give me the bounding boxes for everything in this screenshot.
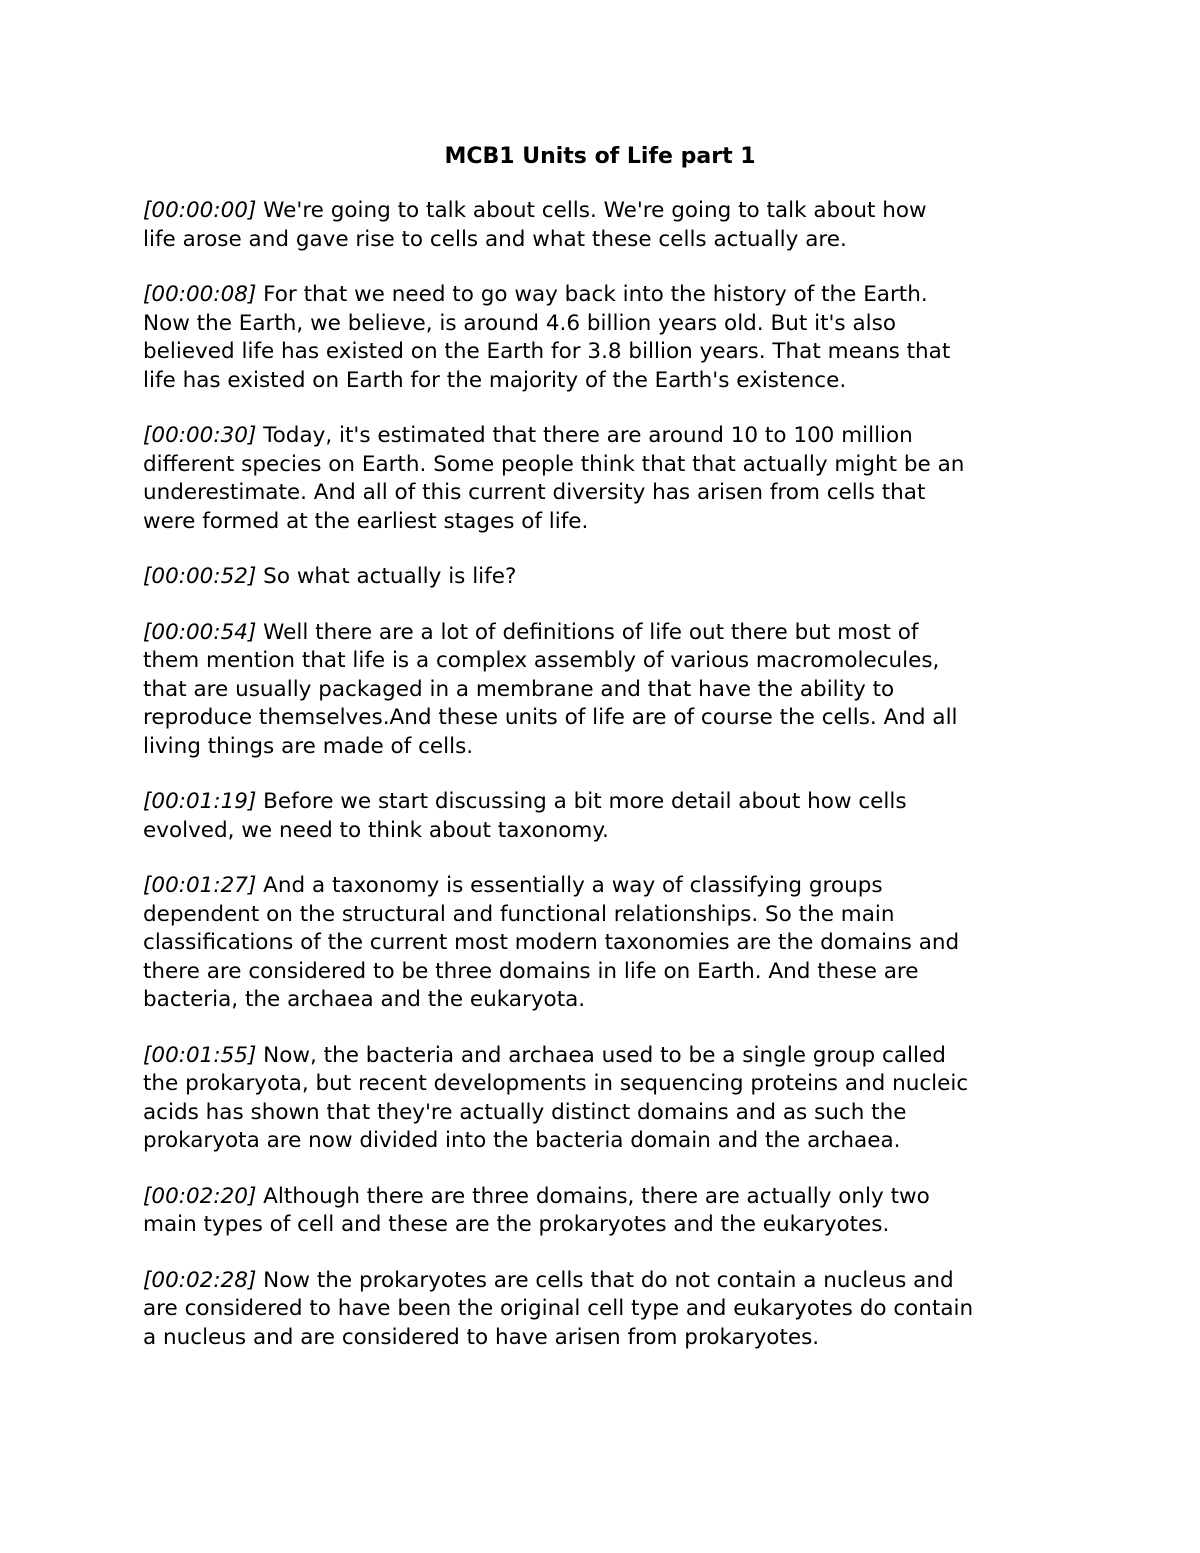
timestamp: [00:00:30] [143,423,257,448]
transcript-line: different species on Earth. Some people think that that actually might be an [143,451,965,477]
transcript-line: underestimate. And all of this current diversity has arisen from cells that [143,480,926,505]
transcript-line: main types of cell and these are the prokaryotes and the eukaryotes. [143,1212,890,1237]
transcript-line: there are considered to be three domains in life on Earth. And these are [143,958,919,984]
transcript-line: are considered to have been the original cell type and eukaryotes do contain [143,1296,974,1321]
transcript-body [143,197,1063,1379]
transcript-line: Now, the bacteria and archaea used to be a single group called [256,1042,946,1068]
transcript-line: We're going to talk about cells. We're going to talk about how [256,198,927,223]
transcript-line: dependent on the structural and functional relationships. So the main [143,901,895,927]
transcript-line: classifications of the current most modern taxonomies are the domains and [143,930,960,955]
transcript-paragraph [143,281,1063,395]
transcript-line: For that we need to go way back into the history of the Earth. [256,282,928,307]
transcript-line: reproduce themselves.And these units of life are of course the cells. And all [143,705,958,730]
transcript-line: them mention that life is a complex assembly of various macromolecules, [143,648,940,673]
timestamp: [00:01:55] [143,1042,257,1068]
timestamp: [00:01:27] [143,873,257,898]
transcript-line: a nucleus and are considered to have arisen from prokaryotes. [143,1324,820,1350]
timestamp: [00:00:52] [143,564,257,589]
transcript-paragraph [143,1267,1063,1353]
timestamp: [00:02:28] [143,1267,257,1293]
transcript-paragraph [143,197,1063,254]
timestamp: [00:00:08] [143,282,257,307]
transcript-paragraph [143,619,1063,762]
transcript-line: bacteria, the archaea and the eukaryota. [143,987,586,1012]
transcript-line: Now the prokaryotes are cells that do not contain a nucleus and [256,1267,954,1293]
transcript-line: And a taxonomy is essentially a way of classifying groups [256,873,883,898]
transcript-line: life has existed on Earth for the majority of the Earth's existence. [143,367,847,393]
transcript-line: that are usually packaged in a membrane and that have the ability to [143,676,895,702]
timestamp: [00:02:20] [143,1183,257,1209]
transcript-line: evolved, we need to think about taxonomy. [143,817,609,843]
transcript-line: believed life has existed on the Earth for 3.8 billion years. That means that [143,339,951,364]
document-title: MCB1 Units of Life part 1 [444,144,756,169]
transcript-paragraph [143,422,1063,536]
transcript-paragraph [143,872,1063,1015]
transcript-line: Today, it's estimated that there are around 10 to 100 million [256,423,913,448]
transcript-paragraph [143,1183,1063,1240]
transcript-paragraph [143,1042,1063,1156]
transcript-line: acids has shown that they're actually distinct domains and as such the [143,1099,907,1125]
transcript-line: So what actually is life? [256,564,517,589]
transcript-line: life arose and gave rise to cells and what these cells actually are. [143,226,847,252]
timestamp: [00:01:19] [143,789,257,814]
transcript-line: living things are made of cells. [143,733,474,759]
transcript-line: prokaryota are now divided into the bacteria domain and the archaea. [143,1128,901,1153]
timestamp: [00:00:54] [143,619,257,645]
transcript-line: Now the Earth, we believe, is around 4.6 billion years old. But it's also [143,310,896,336]
transcript-paragraph [143,788,1063,845]
transcript-line: the prokaryota, but recent developments in sequencing proteins and nucleic [143,1071,969,1096]
transcript-line: Although there are three domains, there are actually only two [256,1183,930,1209]
timestamp: [00:00:00] [143,198,257,223]
transcript-line: were formed at the earliest stages of life. [143,508,589,534]
transcript-paragraph [143,563,1063,592]
transcript-line: Before we start discussing a bit more detail about how cells [256,789,907,814]
transcript-line: Well there are a lot of definitions of life out there but most of [256,619,919,645]
